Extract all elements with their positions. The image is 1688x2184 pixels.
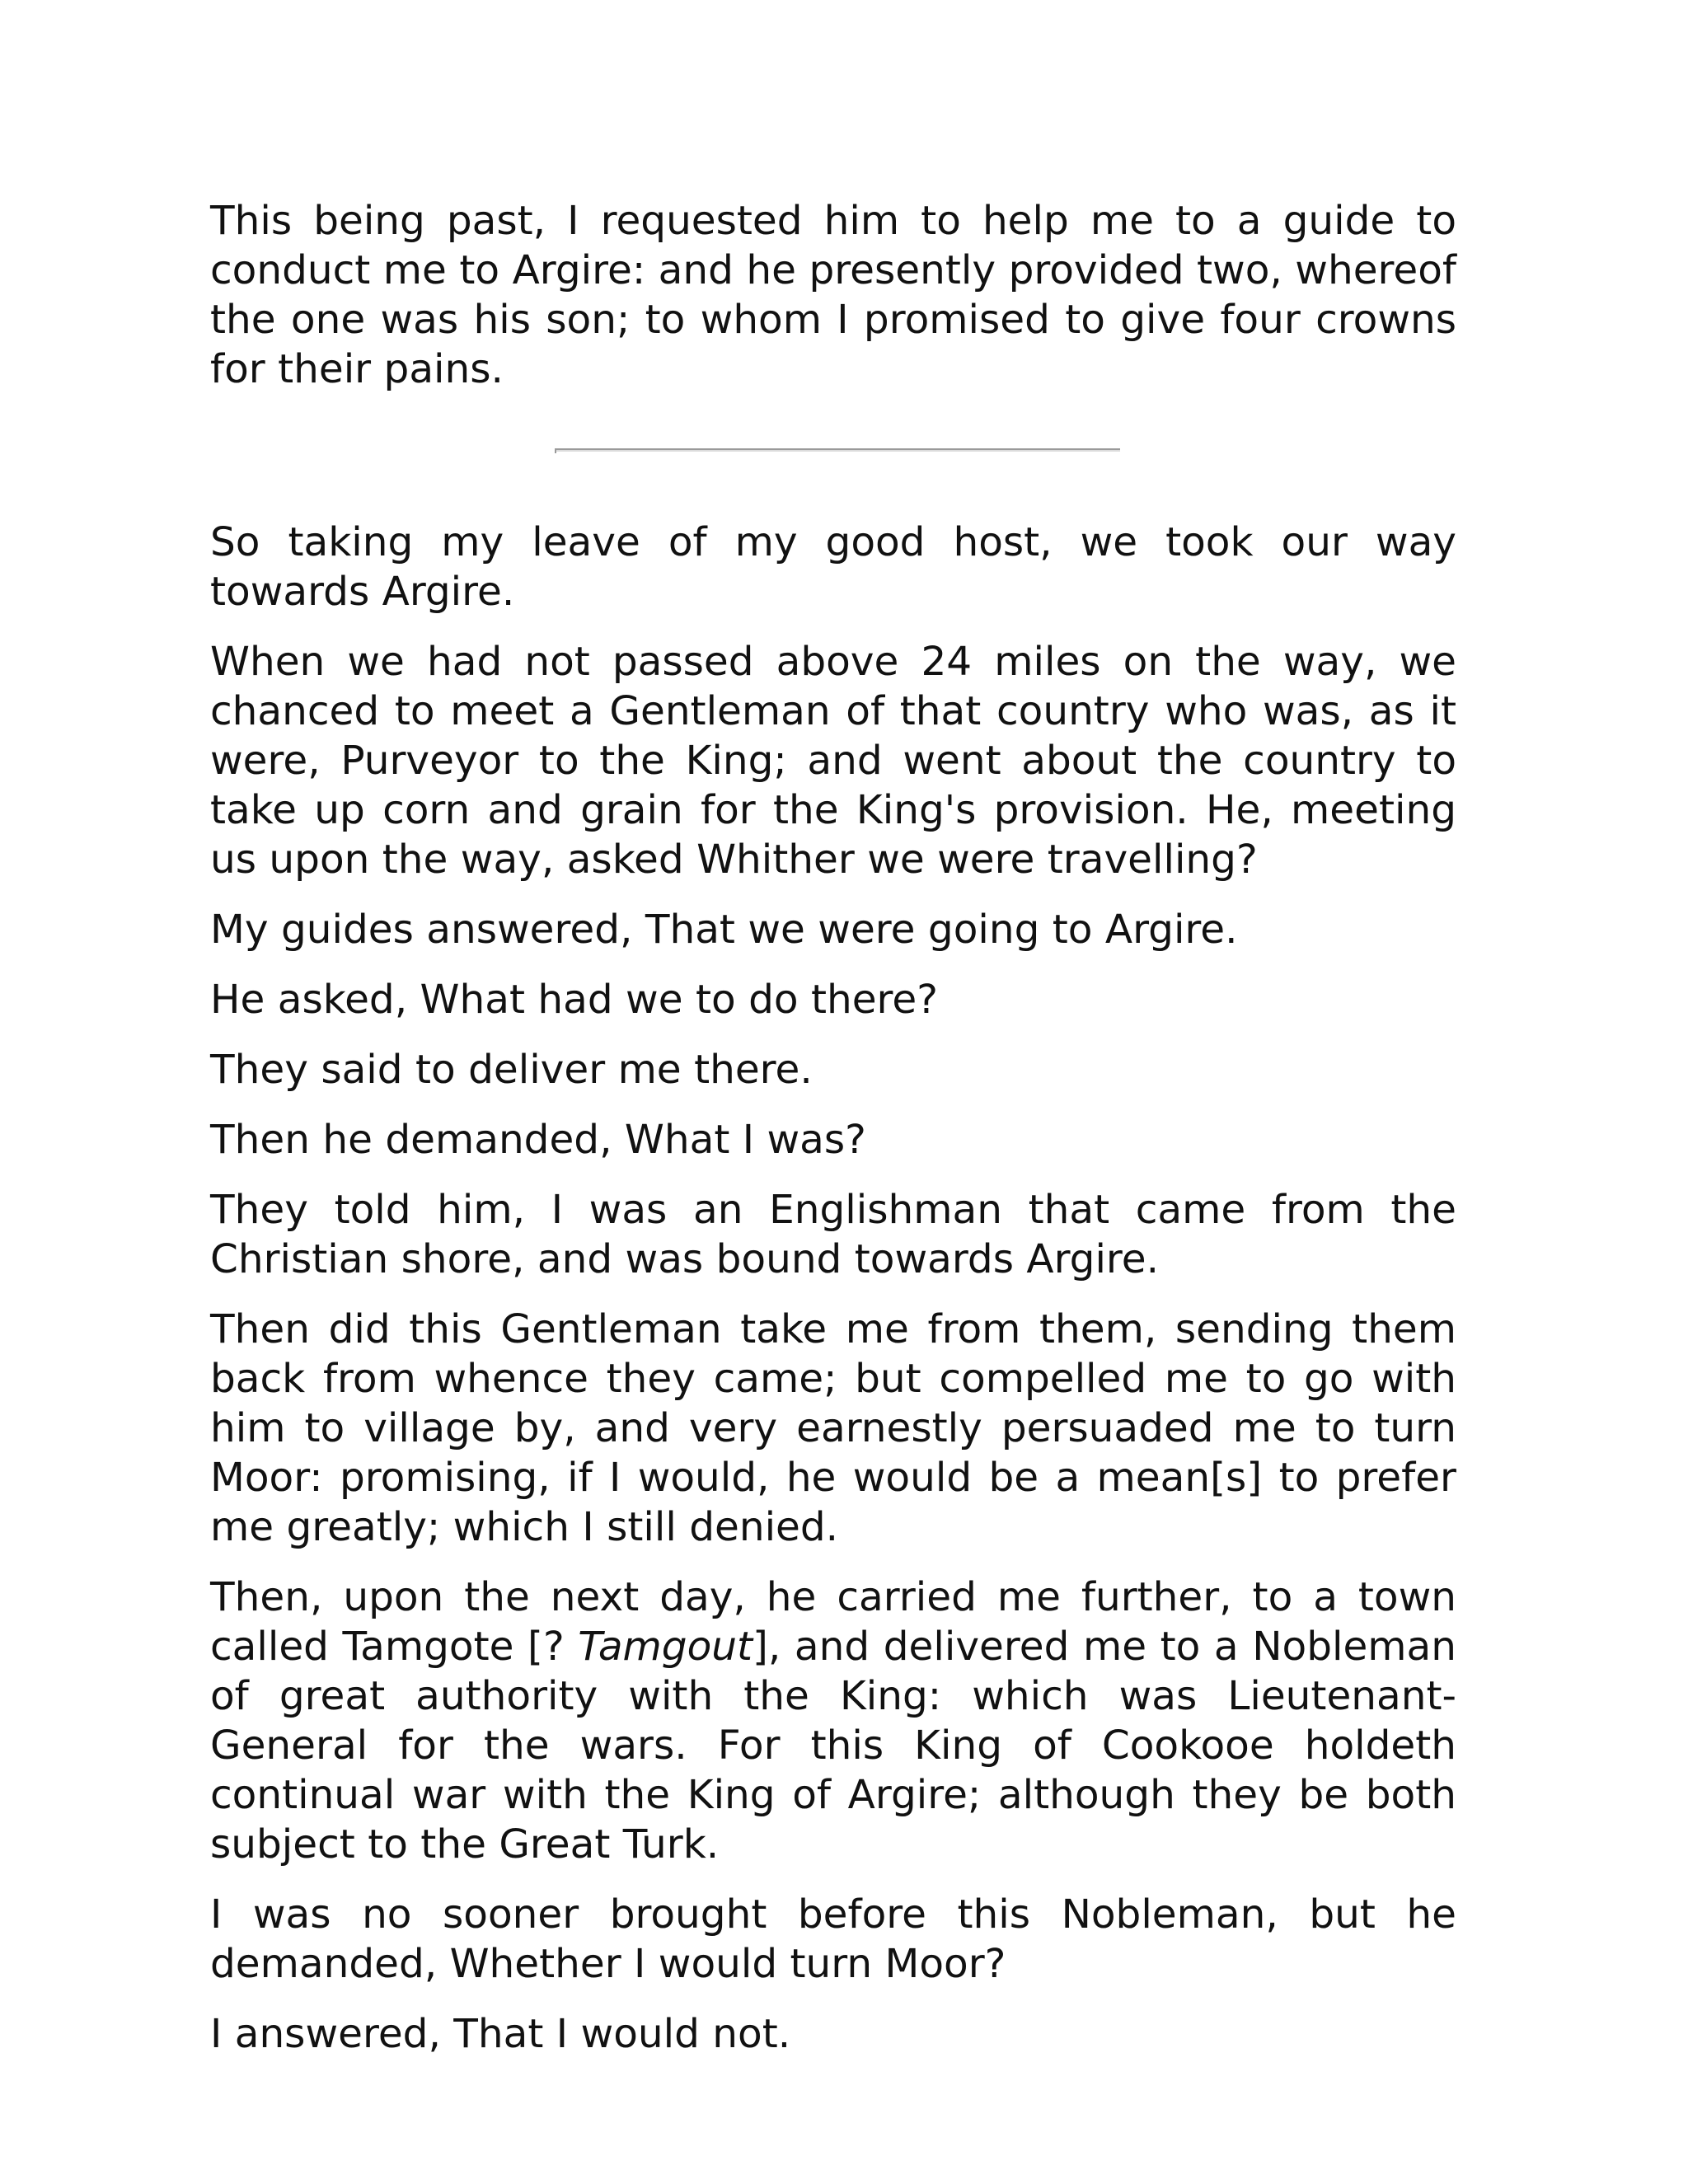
- text-run: Then, upon the next day, he carried me further, to a town called Tamgote [?: [210, 1574, 1456, 1670]
- italic-text: Tamgout: [578, 1624, 753, 1670]
- paragraph: They said to deliver me there.: [210, 1047, 813, 1093]
- text-run: ], and delivered me to a Nobleman of great authority with the King: which was Lieutenant-General for the wars. For this King of Cookooe holdeth continual war with the King of Argire; although they be both subject to the Great Turk.: [210, 1624, 1456, 1868]
- paragraph: Then he demanded, What I was?: [210, 1117, 866, 1163]
- paragraph-tamgote: [210, 1572, 1456, 1869]
- section-divider-container: [210, 435, 1456, 518]
- paragraph: He asked, What had we to do there?: [210, 977, 938, 1023]
- paragraph: Then did this Gentleman take me from them, sending them back from whence they came; but compelled me to go with him to village by, and very earnestly persuaded me to turn Moor: promising, if I would, he would be a mean[s] to prefer me greatly; which I still denied.: [210, 1306, 1456, 1550]
- paragraph: I was no sooner brought before this Nobleman, but he demanded, Whether I would turn Moor?: [210, 1891, 1456, 1987]
- paragraph: So taking my leave of my good host, we took our way towards Argire.: [210, 519, 1456, 615]
- paragraph: When we had not passed above 24 miles on the way, we chanced to meet a Gentleman of that country who was, as it were, Purveyor to the King; and went about the country to take up corn and grain for the King's provision. He, meeting us upon the way, asked Whither we were travelling?: [210, 639, 1456, 883]
- paragraph: They told him, I was an Englishman that came from the Christian shore, and was bound towards Argire.: [210, 1187, 1456, 1282]
- document-page: [210, 196, 1456, 2079]
- horizontal-rule: [555, 448, 1120, 452]
- paragraph: My guides answered, That we were going to Argire.: [210, 907, 1238, 953]
- paragraph: I answered, That I would not.: [210, 2011, 791, 2057]
- paragraph: This being past, I requested him to help me to a guide to conduct me to Argire: and he presently provided two, whereof the one was his son; to whom I promised to give four crowns for their pains.: [210, 198, 1456, 392]
